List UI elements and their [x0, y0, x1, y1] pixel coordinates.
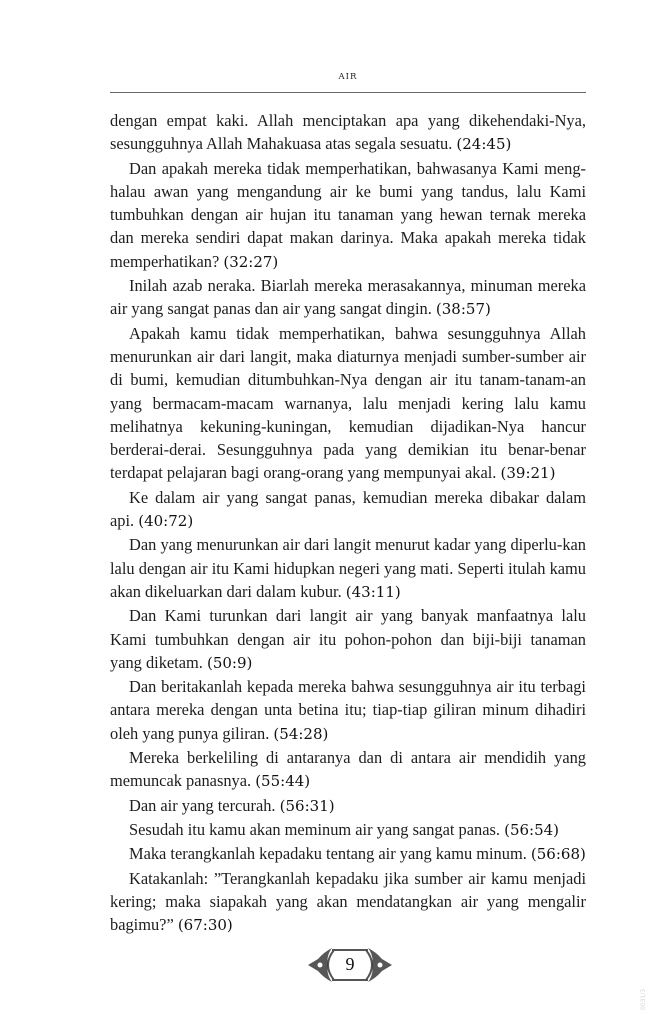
verse-text: Sesudah itu kamu akan meminum air yang sangat panas.	[129, 819, 500, 839]
verse-text: Maka terangkanlah kepadaku tentang air yang kamu minum.	[129, 844, 527, 864]
verse-reference: (40:72)	[138, 512, 194, 531]
paragraph-13	[110, 867, 586, 938]
verse-text: Mereka berkeliling di antaranya dan di antara air mendidih yang memuncak panasnya.	[110, 748, 586, 791]
verse-reference: (32:27)	[223, 252, 279, 271]
verse-text: Dan yang menurunkan air dari langit menurut kadar yang diperlu-kan lalu dengan air itu Kami hidupkan negeri yang mati. Seperti itulah kamu akan dikeluarkan dari dalam kubur.	[110, 535, 586, 601]
verse-reference: (55:44)	[255, 772, 311, 791]
verse-text: Ke dalam air yang sangat panas, kemudian mereka dibakar dalam api.	[110, 487, 586, 531]
page-number: 9	[345, 954, 355, 974]
header-rule	[110, 92, 586, 93]
paragraph-5	[110, 486, 586, 534]
paragraph-6	[110, 533, 586, 604]
verse-reference: (24:45)	[456, 135, 512, 154]
verse-reference: (50:9)	[206, 653, 253, 672]
verse-reference: (56:31)	[279, 796, 335, 815]
page-number-ornament	[306, 944, 394, 986]
paragraph-2	[110, 157, 586, 274]
paragraph-12	[110, 842, 586, 866]
paragraph-1	[110, 109, 586, 157]
verse-text: Dan Kami turunkan dari langit air yang banyak manfaatnya lalu Kami tumbuhkan dengan air itu pohon-pohon dan biji-biji tanaman yang diketam.	[110, 606, 586, 672]
paragraph-10	[110, 794, 586, 818]
verse-reference: (43:11)	[345, 582, 401, 601]
verse-reference: (38:57)	[435, 300, 491, 319]
verse-text: dengan empat kaki. Allah menciptakan apa yang dikehendaki-Nya, sesungguhnya Allah Mahakuasa atas segala sesuatu.	[110, 111, 586, 154]
paragraph-8	[110, 675, 586, 746]
paragraph-11	[110, 818, 586, 842]
paragraph-4	[110, 322, 586, 486]
verse-text: Dan air yang tercurah.	[129, 795, 276, 815]
running-head-title: AIR	[338, 72, 358, 82]
verse-reference: (67:30)	[177, 916, 233, 935]
verse-reference: (39:21)	[500, 464, 556, 483]
verse-reference: (54:28)	[273, 724, 329, 743]
verse-text: Katakanlah: ”Terangkanlah kepadaku jika sumber air kamu menjadi kering; maka siapakah yang akan mendatangkan air yang mengalir bagimu?”	[110, 868, 586, 935]
verse-text: Inilah azab neraka. Biarlah mereka merasakannya, minuman mereka air yang sangat panas dan air yang sangat dingin.	[110, 276, 586, 319]
verse-text: Apakah kamu tidak memperhatikan, bahwa sesungguhnya Allah menurunkan air dari langit, maka diaturnya menjadi sumber-sumber air di bumi, kemudian ditumbuhkan-Nya dengan air itu tanam-tanam-an yang bermacam-macam warnanya, lalu menjadi kering lalu kamu melihatnya kekuning-kuningan, kemudian dijadikan-Nya hancur berderai-derai. Sesungguhnya pada yang demikian itu benar-benar terdapat pelajaran bagi orang-orang yang mempunyai akal.	[110, 323, 586, 483]
paragraph-3	[110, 274, 586, 322]
page-body	[110, 109, 586, 937]
verse-text: Dan apakah mereka tidak memperhatikan, bahwasanya Kami meng-halau awan yang mengandung air ke bumi yang tandus, lalu Kami tumbuhkan dengan air hujan itu tanaman yang hewan ternak mereka dan mereka sendiri dapat makan darinya. Maka apakah mereka tidak memperhatikan?	[110, 158, 586, 271]
verse-reference: (56:54)	[504, 820, 560, 839]
side-stamp: 0031/3	[640, 988, 647, 1010]
paragraph-7	[110, 604, 586, 675]
verse-reference: (56:68)	[530, 845, 586, 864]
verse-text: Dan beritakanlah kepada mereka bahwa sesungguhnya air itu terbagi antara mereka dengan unta betina itu; tiap-tiap giliran minum dihadiri oleh yang punya giliran.	[110, 677, 586, 743]
paragraph-9	[110, 746, 586, 794]
